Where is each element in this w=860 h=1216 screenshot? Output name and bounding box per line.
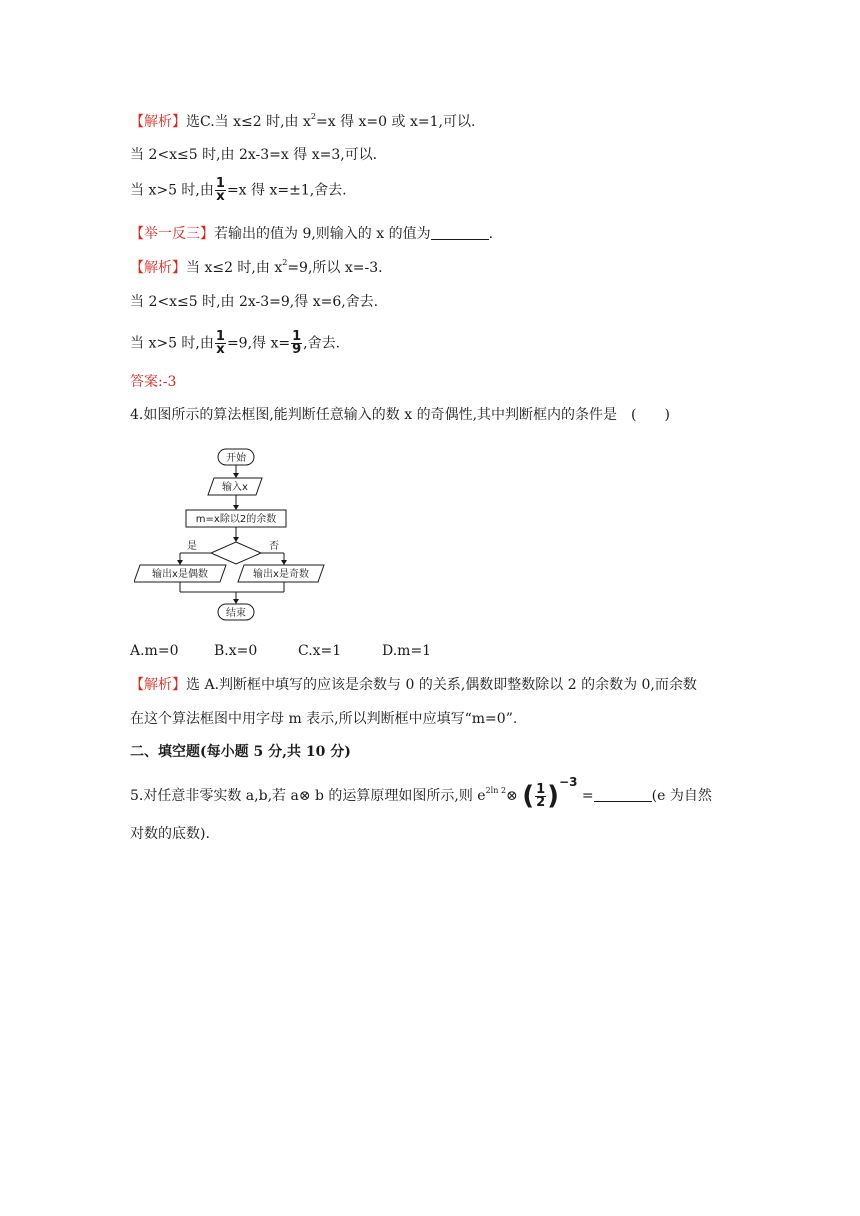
fraction-denominator: x <box>216 342 225 357</box>
follow-up-question <box>130 224 493 244</box>
solution-line-12: 在这个算法框图中用字母 m 表示,所以判断框中应填写“m=0”. <box>130 711 518 727</box>
text: =9,得 x= <box>226 335 291 352</box>
exponent: −3 <box>559 775 578 789</box>
solution-line-11 <box>130 675 697 695</box>
solution-tag: 【解析】 <box>130 114 186 130</box>
text: 当 x≤2 时,由 x <box>186 260 283 276</box>
fraction-numerator: 1 <box>536 781 546 797</box>
option-c: C.x=1 <box>298 643 342 659</box>
solution-line-3 <box>130 178 347 203</box>
text: 当 x>5 时,由 <box>130 335 214 352</box>
text: =x 得 x=±1,舍去. <box>226 182 347 199</box>
text: = <box>581 788 594 804</box>
fraction-numerator: 1 <box>215 176 225 191</box>
text: ⊗ <box>506 788 518 804</box>
solution-line-1 <box>130 112 475 132</box>
flow-input-label: 输入x <box>222 482 248 493</box>
section-heading: 二、填空题(每小题 5 分,共 10 分) <box>130 744 351 760</box>
superscript: 2 <box>282 258 288 267</box>
text: 若输出的值为 9,则输入的 x 的值为 <box>214 226 431 242</box>
algorithm-flowchart <box>134 444 334 626</box>
superscript: 2 <box>310 112 316 121</box>
text: 选 A.判断框中填写的应该是余数与 0 的关系,偶数即整数除以 2 的余数为 0,而余数 <box>186 677 697 693</box>
solution-line-2: 当 2<x≤5 时,由 2x-3=x 得 x=3,可以. <box>130 147 378 163</box>
fraction <box>215 178 226 203</box>
text: . <box>488 226 494 242</box>
text: =x 得 x=0 或 x=1,可以. <box>316 114 476 130</box>
text: =9,所以 x=-3. <box>287 260 383 276</box>
text: 当 x>5 时,由 <box>130 182 214 199</box>
question-4: 4.如图所示的算法框图,能判断任意输入的数 x 的奇偶性,其中判断框内的条件是 ( ) <box>130 407 670 423</box>
options-line <box>130 641 466 661</box>
fraction-numerator: 1 <box>292 329 302 344</box>
fraction-denominator: x <box>216 189 225 204</box>
flow-end-label: 结束 <box>226 608 246 619</box>
flow-output-even-label: 输出x是偶数 <box>152 569 208 580</box>
fraction <box>215 331 226 356</box>
solution-line-6: 当 2<x≤5 时,由 2x-3=9,得 x=6,舍去. <box>130 294 379 310</box>
fraction-denominator: 9 <box>292 342 302 357</box>
text: 选C.当 x≤2 时,由 x <box>186 114 311 130</box>
option-d: D.m=1 <box>382 643 432 659</box>
flow-output-odd-label: 输出x是奇数 <box>253 569 309 580</box>
flow-no-label: 否 <box>269 541 279 552</box>
follow-up-tag: 【举一反三】 <box>130 226 214 242</box>
solution-line-5 <box>130 258 383 278</box>
option-a: A.m=0 <box>130 643 179 659</box>
solution-tag: 【解析】 <box>130 677 186 693</box>
text: 5.对任意非零实数 a,b,若 a⊗ b 的运算原理如图所示,则 e <box>130 788 486 804</box>
answer-blank <box>431 225 489 240</box>
flow-yes-label: 是 <box>187 541 197 552</box>
fraction-denominator: 2 <box>536 794 546 810</box>
paren-left: ( <box>522 781 535 811</box>
solution-tag: 【解析】 <box>130 260 186 276</box>
flow-decision-shape <box>211 542 261 564</box>
text: (e 为自然 <box>651 788 712 804</box>
paren-right: ) <box>547 781 560 811</box>
superscript: 2ln 2 <box>485 786 507 795</box>
question-5 <box>130 775 712 811</box>
flow-start-label: 开始 <box>226 453 246 464</box>
solution-line-7 <box>130 331 340 356</box>
option-b: B.x=0 <box>214 643 258 659</box>
fraction <box>535 781 546 810</box>
answer-blank <box>594 787 652 802</box>
fraction <box>291 331 302 356</box>
fraction-numerator: 1 <box>215 329 225 344</box>
flow-process-label: m=x除以2的余数 <box>195 514 277 525</box>
answer-line: 答案:-3 <box>130 374 177 390</box>
text: ,舍去. <box>303 335 341 352</box>
question-5-continued: 对数的底数). <box>130 826 210 842</box>
